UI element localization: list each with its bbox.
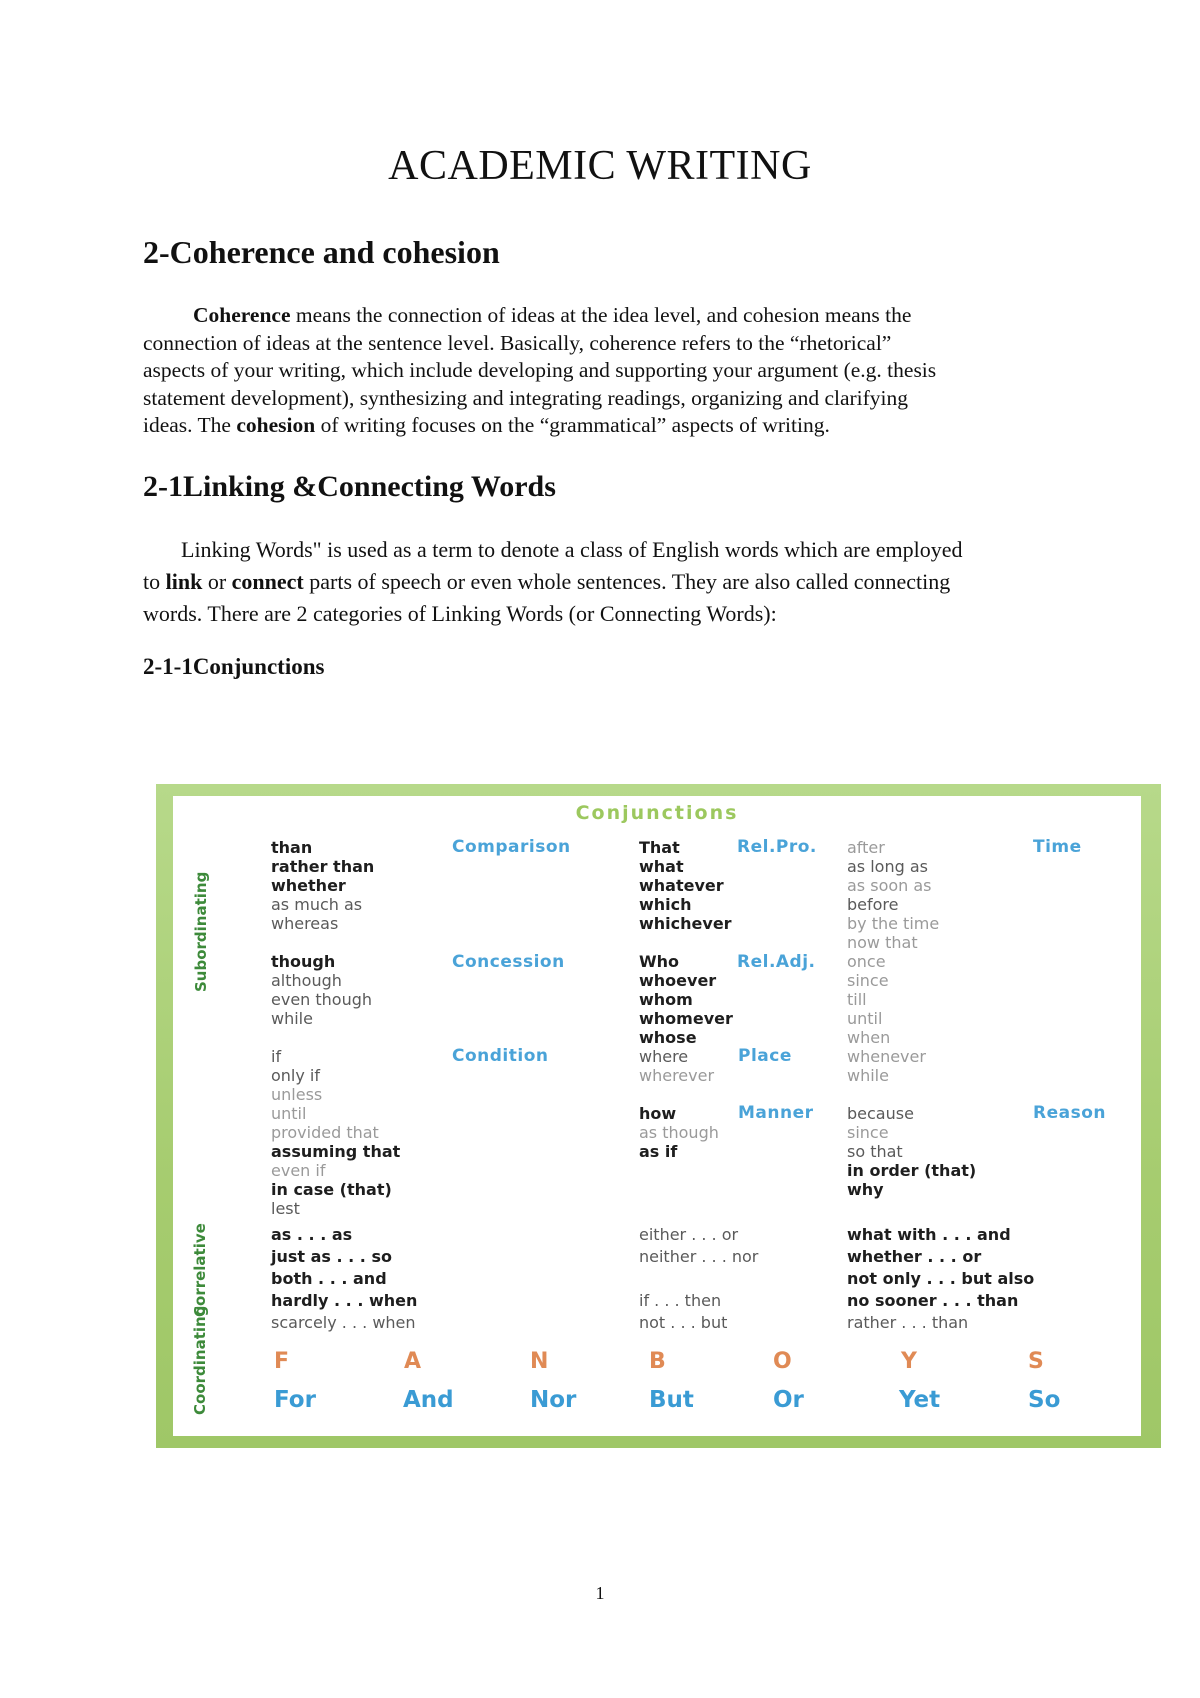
fanboys-word: So (1028, 1387, 1061, 1413)
word (639, 1268, 758, 1290)
fanboys-word: But (649, 1387, 694, 1413)
word: no sooner . . . than (847, 1291, 1019, 1310)
para1-line3: aspects of your writing, which include developing and supporting your argument (e.g. thesis (143, 358, 937, 382)
concession-words (271, 952, 372, 1028)
category-place: Place (738, 1046, 792, 1066)
word: not only . . . but also (847, 1269, 1035, 1288)
category-condition: Condition (452, 1046, 549, 1066)
word: whoever (639, 971, 717, 990)
cohesion-term: cohesion (236, 413, 316, 437)
manner-words (639, 1104, 719, 1161)
word: whether (271, 876, 346, 895)
word: Who (639, 952, 680, 971)
word: what with . . . and (847, 1225, 1011, 1244)
correlative-col3 (847, 1224, 1034, 1334)
word: when (847, 1028, 891, 1047)
category-manner: Manner (738, 1103, 814, 1123)
word: scarcely . . . when (271, 1313, 416, 1332)
word: till (847, 990, 867, 1009)
word: assuming that (271, 1142, 401, 1161)
category-comparison: Comparison (452, 837, 571, 857)
para2-line2c: parts of speech or even whole sentences. They are also called connecting (303, 569, 951, 594)
word: whether . . . or (847, 1247, 982, 1266)
correlative-col1 (271, 1224, 417, 1334)
condition-words (271, 1047, 400, 1218)
word: unless (271, 1085, 323, 1104)
category-concession: Concession (452, 952, 565, 972)
word: if (271, 1047, 282, 1066)
word: whose (639, 1028, 697, 1047)
linking-paragraph (143, 534, 1063, 630)
side-label-subordinating: Subordinating (192, 871, 210, 992)
para1-line2: connection of ideas at the sentence level. Basically, coherence refers to the “rhetorical” (143, 330, 892, 355)
word: so that (847, 1142, 903, 1161)
word: neither . . . nor (639, 1247, 759, 1266)
word: which (639, 895, 692, 914)
word: while (847, 1066, 889, 1085)
word: either . . . or (639, 1225, 739, 1244)
word: whichever (639, 914, 732, 933)
word: after (847, 838, 885, 857)
word: as much as (271, 895, 363, 914)
figure-title: Conjunctions (575, 802, 739, 824)
word: now that (847, 933, 918, 952)
para2-line1: Linking Words" is used as a term to denote a class of English words which are employed (181, 537, 963, 562)
word: because (847, 1104, 914, 1123)
comparison-words (271, 838, 374, 933)
word: in case (that) (271, 1180, 392, 1199)
section-heading-coherence: 2-Coherence and cohesion (143, 234, 500, 270)
fanboys-word: Nor (530, 1387, 577, 1413)
para1-line1: means the connection of ideas at the idea level, and cohesion means the (290, 303, 912, 327)
word: not . . . but (639, 1313, 728, 1332)
word: provided that (271, 1123, 379, 1142)
place-words (639, 1047, 714, 1085)
word: why (847, 1180, 884, 1199)
word: since (847, 971, 889, 990)
word: as . . . as (271, 1225, 353, 1244)
coherence-term: Coherence (193, 303, 291, 327)
page-number: 1 (595, 1583, 605, 1603)
time-words (847, 838, 939, 1085)
para1-line4: statement development), synthesizing and integrating readings, organizing and clarifying (143, 385, 909, 410)
category-reason: Reason (1033, 1103, 1106, 1123)
word: just as . . . so (271, 1247, 392, 1266)
word: where (639, 1047, 689, 1066)
correlative-col2 (639, 1224, 758, 1334)
word: whatever (639, 876, 724, 895)
section-heading-linking: 2-1Linking &Connecting Words (143, 470, 556, 503)
fanboys-word: Yet (899, 1387, 941, 1413)
link-term: link (165, 569, 203, 594)
word: hardly . . . when (271, 1291, 418, 1310)
word: even though (271, 990, 373, 1009)
word: both . . . and (271, 1269, 387, 1288)
reason-words (847, 1104, 976, 1199)
category-rel-adj: Rel.Adj. (737, 952, 816, 972)
word: only if (271, 1066, 321, 1085)
connect-term: connect (231, 569, 304, 594)
word: wherever (639, 1066, 715, 1085)
word: as though (639, 1123, 719, 1142)
word: than (271, 838, 313, 857)
word: until (847, 1009, 883, 1028)
word: though (271, 952, 336, 971)
category-time: Time (1033, 837, 1082, 857)
page-title: ACADEMIC WRITING (388, 143, 812, 189)
word: while (271, 1009, 313, 1028)
word: what (639, 857, 684, 876)
para1-line5b: of writing focuses on the “grammatical” aspects of writing. (315, 413, 830, 437)
fanboys-word: For (274, 1387, 316, 1413)
para1-line5a: ideas. The (143, 413, 237, 437)
fanboys-word: Or (773, 1387, 804, 1413)
reladj-words (639, 952, 733, 1047)
fanboys-letter: F (274, 1349, 290, 1374)
word: as soon as (847, 876, 932, 895)
relpro-words (639, 838, 732, 933)
category-rel-pro: Rel.Pro. (737, 837, 817, 857)
word: until (271, 1104, 307, 1123)
word: before (847, 895, 899, 914)
word: if . . . then (639, 1291, 722, 1310)
para2-line2a: to (143, 569, 166, 594)
conjunctions-panel (173, 796, 1141, 1436)
word: once (847, 952, 886, 971)
side-label-coordinating: Coordinating (191, 1305, 209, 1415)
word: whomever (639, 1009, 733, 1028)
coherence-paragraph (143, 302, 1063, 440)
word: whereas (271, 914, 339, 933)
word: lest (271, 1199, 300, 1218)
word: since (847, 1123, 889, 1142)
fanboys-letter: O (773, 1349, 792, 1374)
para2-line3: words. There are 2 categories of Linking Words (or Connecting Words): (143, 601, 777, 626)
word: That (639, 838, 680, 857)
word: whenever (847, 1047, 926, 1066)
fanboys-word: And (403, 1387, 454, 1413)
word: rather than (271, 857, 375, 876)
word: in order (that) (847, 1161, 977, 1180)
word: although (271, 971, 342, 990)
word: whom (639, 990, 693, 1009)
word: as if (639, 1142, 678, 1161)
fanboys-letter: N (530, 1349, 549, 1374)
word: rather . . . than (847, 1313, 969, 1332)
subsection-heading-conjunctions: 2-1-1Conjunctions (143, 654, 325, 679)
word: even if (271, 1161, 326, 1180)
word: by the time (847, 914, 940, 933)
fanboys-letter: Y (901, 1349, 917, 1374)
side-label-correlative: Correlative (191, 1223, 209, 1317)
word: as long as (847, 857, 928, 876)
para2-line2b: or (202, 569, 232, 594)
fanboys-letter: A (404, 1349, 422, 1374)
conjunctions-figure (156, 784, 1161, 1448)
fanboys-letter: B (649, 1349, 666, 1374)
fanboys-letter: S (1028, 1349, 1044, 1374)
word: how (639, 1104, 677, 1123)
